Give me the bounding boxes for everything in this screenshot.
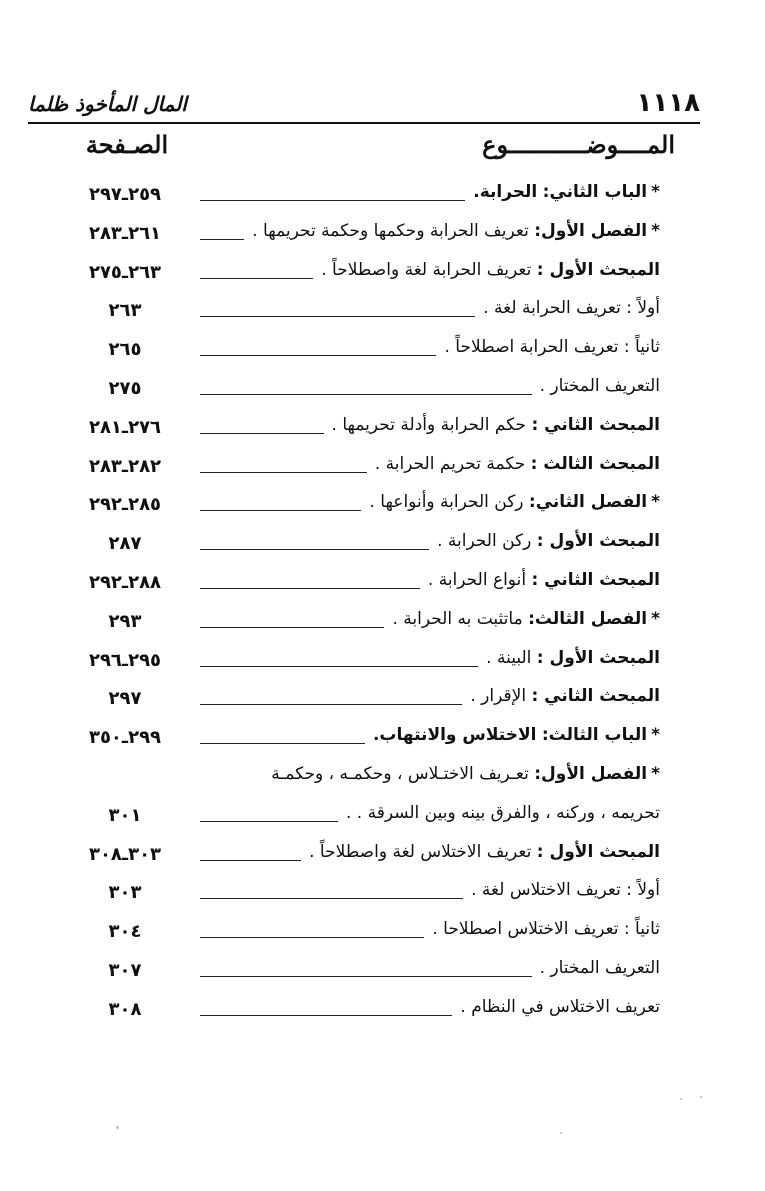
toc-entry-heading: الباب الثالث:	[541, 725, 648, 746]
toc-row	[40, 760, 660, 799]
toc-entry-text: أولاً : تعريف الحرابة لغة .	[483, 298, 660, 319]
toc-entry-heading: المبحث الأول :	[536, 647, 660, 668]
toc-entry-text: حكم الحرابة وأدلة تحريمها .	[331, 414, 527, 435]
toc-entry-text: التعريف المختار .	[539, 375, 660, 396]
toc-entry-title	[460, 997, 660, 1017]
scan-speck	[700, 1096, 702, 1098]
page-column-header: الصـفحة	[85, 130, 169, 159]
toc-page-range: ٢٦٣ـ٢٧٥	[88, 261, 162, 283]
toc-entry-title	[437, 531, 660, 551]
toc-entry-text: تعـريف الاختـلاس ، وحكمـه ، وحكمـة	[271, 763, 529, 784]
toc-entry-title	[428, 570, 660, 590]
toc-page-range: ٢٦٣	[108, 300, 142, 322]
bullet-mark: *	[651, 725, 660, 746]
toc-row	[40, 411, 660, 450]
dotted-leader	[200, 394, 532, 395]
toc-entry-text: ركن الحرابة وأنواعها .	[369, 492, 524, 513]
toc-entry-title	[471, 880, 660, 900]
toc-entry-heading: الفصل الثالث:	[528, 608, 648, 629]
toc-page-range: ٢٨٧	[108, 533, 142, 555]
toc-row	[40, 450, 660, 489]
toc-entry-heading: المبحث الثالث :	[530, 453, 660, 474]
toc-page-range: ٣٠٤	[108, 921, 142, 943]
toc-row	[40, 954, 660, 993]
toc-entry-title	[332, 415, 660, 435]
dotted-leader	[200, 937, 424, 938]
toc-entry-text: ثانياً : تعريف الاختلاس اصطلاحا .	[432, 919, 660, 940]
toc-entry-title	[373, 725, 660, 745]
toc-entry-title	[432, 919, 660, 939]
toc-row	[40, 217, 660, 256]
dotted-leader	[200, 239, 244, 240]
dotted-leader	[200, 433, 324, 434]
toc-row	[40, 838, 660, 877]
bullet-mark: *	[651, 492, 660, 513]
scan-speck	[560, 1132, 562, 1134]
toc-entries	[40, 178, 660, 1032]
dotted-leader	[200, 860, 301, 861]
dotted-leader	[200, 627, 384, 628]
toc-entry-text: تعريف الحرابة وحكمها وحكمة تحريمها .	[252, 220, 529, 241]
toc-page-range: ٢٩٥ـ٢٩٦	[88, 649, 162, 671]
toc-page-range: ٢٩٣	[108, 610, 142, 632]
toc-page-range: ٢٩٧	[108, 688, 142, 710]
toc-entry-heading: الفصل الأول:	[534, 763, 648, 784]
toc-entry-title	[540, 376, 660, 396]
toc-entry-text: تعريف الحرابة لغة واصطلاحاً .	[321, 259, 532, 280]
toc-entry-text: أنواع الحرابة .	[427, 569, 527, 590]
toc-entry-text: التعريف المختار .	[539, 957, 660, 978]
page-number: ١١١٨	[636, 88, 700, 118]
toc-page-range: ٢٧٦ـ٢٨١	[88, 416, 162, 438]
scan-speck	[116, 1126, 119, 1129]
toc-entry-text: البينة .	[486, 647, 532, 668]
dotted-leader	[200, 200, 465, 201]
toc-entry-heading: المبحث الأول :	[536, 841, 660, 862]
toc-row	[40, 682, 660, 721]
toc-page-range: ٣٠٨	[108, 998, 142, 1020]
toc-row	[40, 799, 660, 838]
subject-column-header	[315, 130, 675, 170]
toc-page-range: ٢٧٥	[108, 377, 142, 399]
dotted-leader	[200, 510, 361, 511]
toc-entry-title	[271, 764, 660, 784]
toc-entry-title	[321, 260, 660, 280]
toc-row	[40, 333, 660, 372]
toc-row	[40, 605, 660, 644]
toc-row	[40, 372, 660, 411]
toc-row	[40, 644, 660, 683]
book-title: المال المأخوذ ظلما	[28, 92, 187, 116]
toc-entry-title	[346, 803, 660, 823]
toc-page-range: ٢٦١ـ٢٨٣	[88, 222, 162, 244]
toc-entry-heading: الباب الثاني:	[542, 182, 648, 202]
toc-entry-heading: المبحث الثاني :	[531, 686, 660, 707]
toc-entry-text: حكمة تحريم الحرابة .	[374, 453, 526, 474]
toc-entry-text: الاختلاس والانتهاب.	[372, 725, 537, 746]
dotted-leader	[200, 976, 532, 977]
toc-entry-heading: المبحث الأول :	[536, 531, 660, 552]
toc-entry-title	[444, 337, 660, 357]
subject-column-label: المــــوضـــــــــــوع	[482, 130, 675, 159]
toc-page-range: ٢٦٥	[108, 339, 142, 361]
running-header	[28, 88, 700, 124]
dotted-leader	[200, 704, 462, 705]
bullet-mark: *	[651, 608, 660, 629]
dotted-leader	[200, 1015, 452, 1016]
toc-entry-title	[483, 298, 660, 318]
dotted-leader	[200, 278, 313, 279]
bullet-mark: *	[651, 182, 660, 202]
toc-entry-text: الحرابة.	[473, 182, 538, 202]
dotted-leader	[200, 743, 365, 744]
toc-row	[40, 488, 660, 527]
toc-page-range: ٣٠٣ـ٣٠٨	[88, 843, 162, 865]
toc-entry-text: ركن الحرابة .	[437, 531, 532, 552]
toc-page-range: ٢٩٩ـ٣٥٠	[88, 727, 162, 749]
toc-page-range: ٣٠٣	[108, 882, 142, 904]
toc-entry-title	[392, 609, 660, 629]
toc-row	[40, 721, 660, 760]
dotted-leader	[200, 472, 367, 473]
bullet-mark: *	[651, 220, 660, 241]
toc-page-range: ٢٨٥ـ٢٩٢	[88, 494, 162, 516]
toc-entry-heading: المبحث الثاني :	[531, 569, 660, 590]
dotted-leader	[200, 666, 478, 667]
dotted-leader	[200, 821, 338, 822]
toc-entry-text: ثانياً : تعريف الحرابة اصطلاحاً .	[444, 337, 660, 358]
toc-entry-title	[470, 686, 660, 706]
toc-page-range: ٢٨٨ـ٢٩٢	[88, 571, 162, 593]
toc-entry-text: تعريف الاختلاس لغة واصطلاحاً .	[309, 841, 532, 862]
dotted-leader	[200, 898, 463, 899]
toc-entry-title	[369, 492, 660, 512]
toc-entry-title	[309, 842, 660, 862]
toc-row	[40, 294, 660, 333]
toc-entry-text: الإقرار .	[470, 686, 527, 707]
toc-row	[40, 876, 660, 915]
toc-page-range: ٣٠٧	[108, 959, 142, 981]
toc-entry-text: ماتثبت به الحرابة .	[392, 608, 523, 629]
toc-row	[40, 915, 660, 954]
dotted-leader	[200, 316, 475, 317]
toc-row	[40, 566, 660, 605]
toc-entry-title	[375, 454, 660, 474]
toc-row	[40, 993, 660, 1032]
toc-entry-title	[252, 221, 660, 241]
toc-row	[40, 256, 660, 295]
toc-page-range: ٣٠١	[108, 804, 142, 826]
toc-page-range: ٢٨٢ـ٢٨٣	[88, 455, 162, 477]
toc-entry-heading: الفصل الثاني:	[528, 492, 648, 513]
toc-entry-heading: المبحث الأول :	[536, 259, 660, 280]
bullet-mark: *	[651, 763, 660, 784]
toc-entry-title	[473, 182, 660, 202]
toc-entry-title	[540, 958, 660, 978]
dotted-leader	[200, 355, 436, 356]
toc-entry-heading: المبحث الثاني :	[531, 414, 660, 435]
dotted-leader	[200, 588, 420, 589]
toc-page-range: ٢٥٩ـ٢٩٧	[88, 184, 162, 205]
toc-entry-text: تعريف الاختلاس في النظام .	[460, 996, 660, 1017]
toc-entry-heading: الفصل الأول:	[534, 220, 648, 241]
toc-entry-text: أولاً : تعريف الاختلاس لغة .	[471, 880, 660, 901]
toc-row	[40, 527, 660, 566]
toc-entry-text: تحريمه ، وركنه ، والفرق بينه وبين السرقة . .	[345, 802, 660, 823]
toc-entry-title	[486, 648, 660, 668]
scan-speck	[680, 1098, 682, 1100]
toc-row	[40, 178, 660, 217]
dotted-leader	[200, 549, 429, 550]
